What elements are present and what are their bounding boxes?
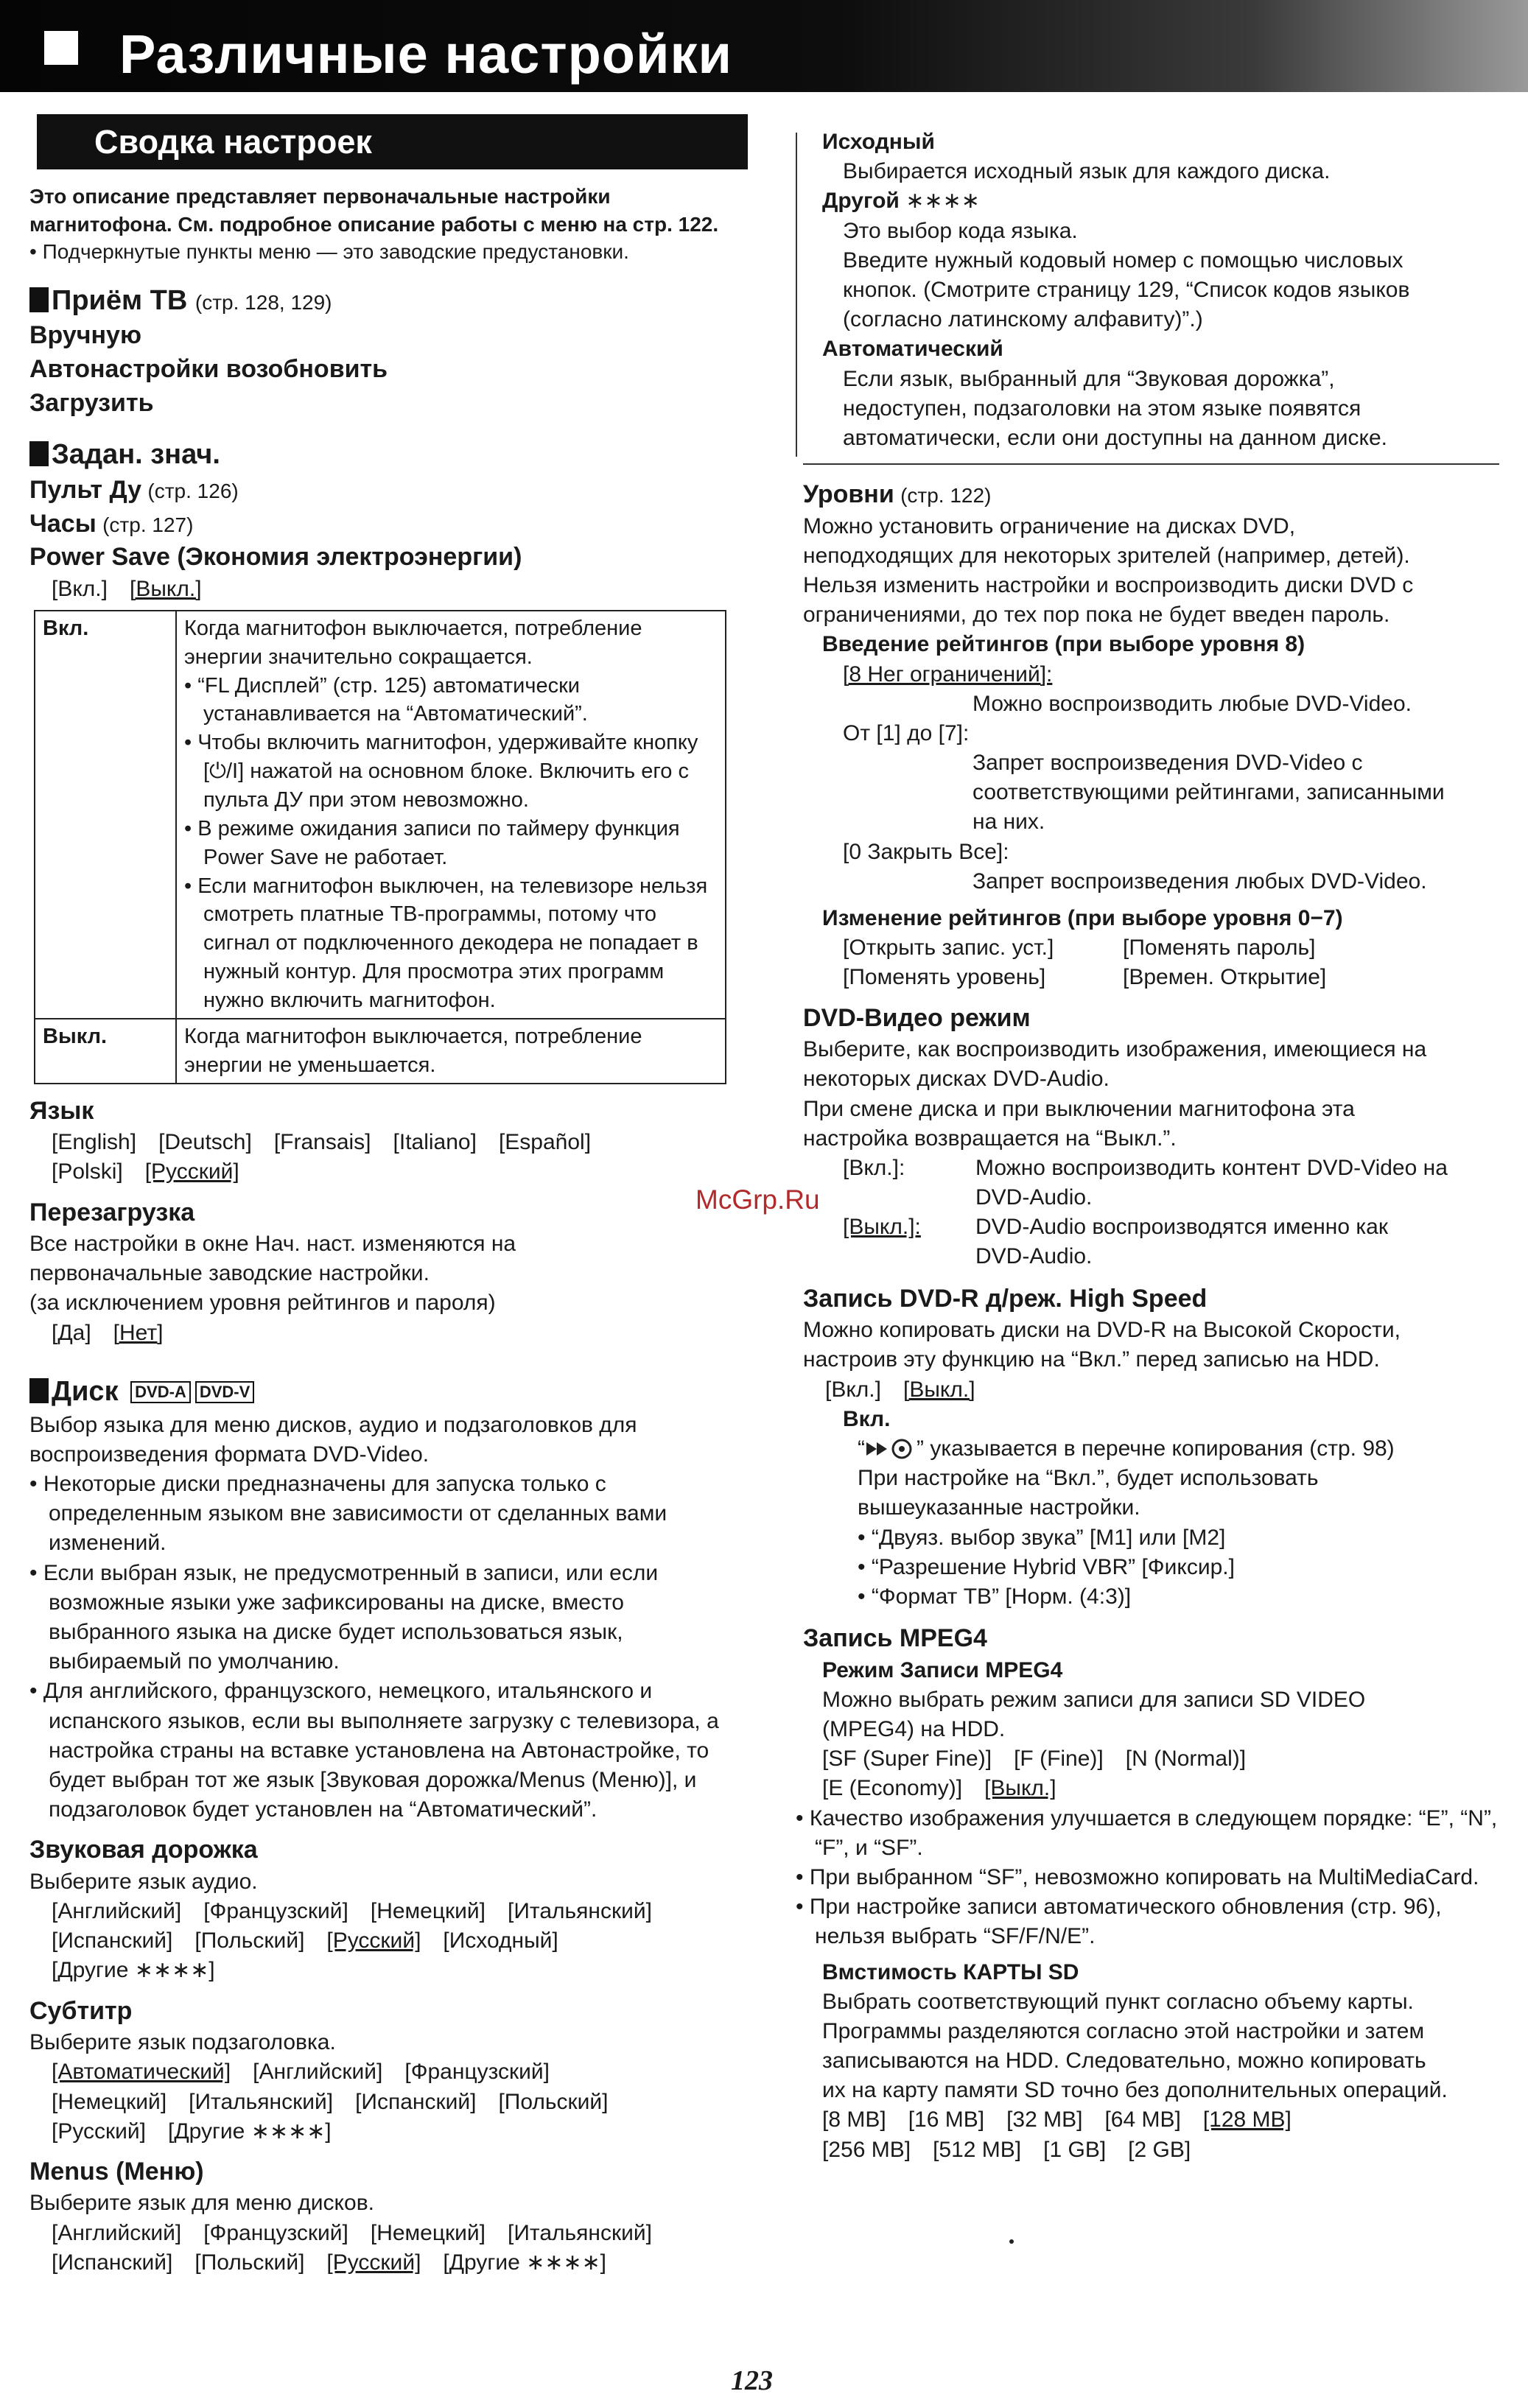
mpeg4-mode-desc-2: (MPEG4) на HDD. [822,1717,1006,1741]
power-save-options [52,575,748,604]
option: [32 MB] [1006,2107,1083,2133]
mpeg4-bullet-text: При выбранном “SF”, невозможно копировать на MultiMediaCard. [809,1864,1479,1889]
table-value-on [176,611,726,1019]
levels-desc-3: Нельзя изменить настройки и воспроизводить диски DVD с [803,572,1414,597]
disc-desc-1: Выбор языка для меню дисков, аудио и подзаголовков для [29,1412,637,1437]
table-bullet-text: Если магнитофон выключен, на телевизоре нельзя смотреть платные ТВ-программы, потому что сигнал от подключенного декодера не попадает в нужный контур. Для просмотра этих программ нужно включить магнитофон. [197,874,708,1012]
auto-desc-3: автоматически, если они доступны на данном диске. [843,425,1387,450]
mpeg4-bullet: • Качество изображения улучшается в следующем порядке: “E”, “N”, “F”, и “SF”. [796,1805,1498,1860]
option-no: [Нет] [113,1320,164,1345]
option: [Испанский] [355,2089,477,2114]
dvdr-line-c: вышеуказанные настройки. [858,1495,1140,1520]
tv-manual: Вручную [29,321,142,350]
option: [1 GB] [1043,2137,1107,2162]
dvd-v-badge: DVD-V [195,1381,254,1403]
table-bullet-text: В режиме ожидания записи по таймеру функция Power Save не работает. [197,816,680,869]
option-off: [Выкл.]: [843,1215,921,1240]
reset-desc-1: Все настройки в окне Нач. наст. изменяются на [29,1232,516,1257]
dvd-video-desc-1: Выберите, как воспроизводить изображения, имеющиеся на [803,1037,1427,1062]
mpeg4-bullet-text: При настройке записи автоматического обновления (стр. 96), нельзя выбрать “SF/F/N/E”. [809,1895,1442,1949]
option: [Español] [498,1130,592,1155]
sd-desc-1: Выбрать соответствующий пункт согласно объему карты. [822,1989,1414,2014]
table-key-on: Вкл. [35,611,176,1019]
other-desc-4: (согласно латинскому алфавиту)”.) [843,307,1203,332]
dvd-video-off-row [843,1212,1499,1271]
dvdr-title: Запись DVD-R д/реж. High Speed [803,1284,1208,1313]
option: [Итальянский] [508,1899,652,1924]
option: [128 MB] [1202,2107,1292,2133]
other-desc-2: Введите нужный кодовый номер с помощью числовых [843,248,1403,273]
tv-auto-resume: Автонастройки возобновить [29,355,388,383]
option: [Времен. Открытие] [1123,965,1327,990]
disc-bullet: • Если выбран язык, не предусмотренный в записи, или если возможные языки уже зафиксированы на диске, вместо выбранного языка на диске будет использоваться язык, выбираемый по умолчанию. [29,1560,659,1674]
levels-opt-1-7-desc-3: на них. [972,810,1045,835]
levels-change-row-1 [843,933,1499,963]
dvd-video-off-desc [975,1212,1388,1271]
left-column [29,114,748,2278]
dvdr-bullet-text: “Разрешение Hybrid VBR” [Фиксир.] [871,1554,1235,1579]
option: [8 MB] [822,2107,886,2133]
section-defaults-title: Задан. знач. [52,439,220,471]
section-title-summary: Сводка настроек [37,114,748,169]
power-save-title: Power Save (Экономия электроэнергии) [29,543,522,572]
option-yes: [Да] [52,1320,91,1345]
option: [Русский] [52,2119,146,2144]
mpeg4-mode-desc-1: Можно выбрать режим записи для записи SD VIDEO [822,1687,1366,1712]
square-bullet-icon [44,31,78,65]
disc-desc-2: воспроизведения формата DVD-Video. [29,1442,430,1467]
disc-bullet: • Некоторые диски предназначены для запуска только с определенным языком вне зависимости от сделанных вами изменений. [29,1472,667,1556]
dvdr-bullet: • “Двуяз. выбор звука” [M1] или [M2] [858,1525,1226,1550]
other-title [822,186,1499,216]
levels-heading [803,478,1499,512]
column-divider [796,133,797,457]
clock-item [29,508,748,541]
option: [Другие ∗∗∗∗] [443,2250,607,2275]
remote-item [29,474,748,508]
option: [Поменять уровень] [843,965,1046,990]
table-bullet-text: Чтобы включить магнитофон, удерживайте кнопку [⏻/I] нажатой на основном блоке. Включить его с пульта ДУ при этом невозможно. [197,731,698,812]
subtitle-desc: Выберите язык подзаголовка. [29,2030,336,2055]
subtitle-options-3 [52,2117,748,2147]
levels-opt-8: [8 Нег ограничений]: [843,661,1053,687]
levels-enter-title: Введение рейтингов (при выборе уровня 8) [822,632,1306,657]
dvdr-line-a-text: ” указывается в перечне копирования (стр. 98) [917,1436,1395,1461]
option: [Испанский] [52,1928,173,1954]
auto-desc-1: Если язык, выбранный для “Звуковая дорожка”, [843,366,1335,391]
clock-label: Часы [29,509,97,538]
sd-title: Вмстимость КАРТЫ SD [822,1959,1079,1984]
intro-line-2: магнитофона. См. подробное описание работы с меню на стр. 122. [29,212,719,236]
option: [Русский] [144,1159,239,1184]
page-header-banner [0,0,1528,92]
option-on: [Вкл.] [52,576,108,601]
reset-title: Перезагрузка [29,1198,195,1226]
desc-line: DVD-Audio. [975,1185,1093,1210]
intro-line-3-text: Подчеркнутые пункты меню — это заводские предустановки. [42,240,629,264]
option: [Итальянский] [508,2220,652,2245]
dvd-video-desc-3: При смене диска и при выключении магнитофона эта [803,1096,1355,1121]
option: [Polski] [52,1159,123,1184]
levels-desc-4: ограничениями, до тех пор пока не будет введен пароль. [803,603,1390,628]
reset-desc-3: (за исключением уровня рейтингов и пароля) [29,1291,496,1316]
square-bullet-icon [29,287,49,312]
section-disc-title: Диск [52,1375,119,1407]
desc-line: DVD-Audio. [975,1244,1093,1269]
dvd-video-on-row [843,1154,1499,1212]
mpeg4-bullet-text: Качество изображения улучшается в следующем порядке: “E”, “N”, “F”, и “SF”. [809,1805,1498,1860]
option: [Немецкий] [370,1899,486,1924]
sd-desc-2: Программы разделяются согласно этой настройки и затем [822,2018,1425,2043]
option: [Немецкий] [370,2220,486,2245]
audio-options-1 [52,1897,748,1926]
option: [Русский] [326,2250,421,2275]
auto-title: Автоматический [822,337,1003,362]
remote-pages: (стр. 126) [147,480,239,502]
table-bullet: • Чтобы включить магнитофон, удерживайте кнопку [⏻/I] нажатой на основном блоке. Включить его с пульта ДУ при этом невозможно. [184,731,698,812]
option: [English] [52,1130,137,1155]
section-disc [29,1373,748,1411]
auto-desc-2: недоступен, подзаголовки на этом языке появятся [843,396,1361,421]
option: [Исходный] [443,1928,558,1954]
option: [Русский] [326,1928,421,1954]
audio-options-3 [52,1956,748,1985]
levels-opt-0: [0 Закрыть Все]: [843,839,1009,864]
page-title: Различные настройки [119,24,732,85]
original-title: Исходный [822,130,935,154]
option: [512 MB] [933,2137,1022,2162]
dvdr-bullet: • “Формат ТВ” [Норм. (4:3)] [858,1584,1132,1609]
menus-desc: Выберите язык для меню дисков. [29,2191,374,2216]
levels-opt-8-desc: Можно воспроизводить любые DVD-Video. [972,691,1412,716]
option: [Выкл.] [984,1776,1056,1801]
language-options-1 [52,1128,748,1157]
other-title-text: Другой [822,189,900,214]
other-desc-1: Это выбор кода языка. [843,218,1078,243]
levels-opt-1-7-desc-2: соответствующими рейтингами, записанными [972,780,1445,805]
section-defaults [29,436,748,474]
levels-desc-1: Можно установить ограничение на дисках DVD, [803,513,1296,538]
other-desc-3: кнопок. (Смотрите страницу 129, “Список кодов языков [843,277,1410,302]
page-number: 123 [731,2365,773,2396]
option: [Fransais] [273,1130,371,1155]
option: [Итальянский] [189,2089,334,2114]
option: [Польский] [498,2089,609,2114]
right-column [796,127,1499,2165]
reset-desc-2: первоначальные заводские настройки. [29,1261,430,1286]
option: [SF (Super Fine)] [822,1747,992,1772]
mpeg4-title: Запись MPEG4 [803,1624,987,1653]
table-value-off: Когда магнитофон выключается, потребление энергии не уменьшается. [176,1019,726,1084]
dvd-a-badge: DVD-A [130,1381,191,1403]
language-options-2 [52,1157,748,1187]
sd-options-1 [822,2105,1499,2135]
dvdr-bullet-text: “Формат ТВ” [Норм. (4:3)] [871,1584,1132,1609]
square-bullet-icon [29,1378,49,1403]
subtitle-options-1 [52,2057,748,2087]
option: [Французский] [404,2060,550,2085]
levels-opt-1-7-desc-1: Запрет воспроизведения DVD-Video с [972,751,1363,776]
levels-change-title: Изменение рейтингов (при выборе уровня 0−7) [822,906,1343,931]
table-row [35,611,726,1019]
stray-dot [1009,2239,1014,2244]
original-desc: Выбирается исходный язык для каждого диска. [843,159,1331,184]
levels-title: Уровни [803,480,894,509]
option: [N (Normal)] [1125,1747,1247,1772]
option: [Поменять пароль] [1123,936,1316,961]
levels-change-row-2 [843,963,1499,992]
option: [Другие ∗∗∗∗] [167,2119,332,2144]
levels-opt-0-desc: Запрет воспроизведения любых DVD-Video. [972,868,1427,894]
option-on: [Вкл.] [825,1377,881,1402]
levels-pages: (стр. 122) [900,484,992,508]
section-tv-title: Приём ТВ [52,284,188,316]
mpeg4-options-1 [822,1744,1499,1774]
dvdr-desc-1: Можно копировать диски на DVD-R на Высокой Скорости, [803,1318,1401,1343]
option-on: [Вкл.]: [843,1155,905,1180]
mpeg4-options-2 [822,1774,1499,1803]
disc-bullet-text: Если выбран язык, не предусмотренный в записи, или если возможные языки уже зафиксированы на диске, вместо выбранного языка на диске будет использоваться язык, выбираемый по умолчанию. [43,1560,659,1674]
table-row [35,1019,726,1084]
menus-options-2 [52,2248,748,2278]
option-off: [Выкл.] [129,576,202,601]
high-speed-copy-icon [865,1438,917,1460]
disc-bullet-text: Для английского, французского, немецкого, итальянского и испанского языков, если вы выполняете загрузку с телевизора, а настройка страны на вставке установлена на Автонастройке, то будет выбран тот же язык [Звуковая дорожка/Menus (Меню)], и подзаголовок будет установлен на “Автоматический”. [43,1679,719,1822]
levels-opt-1-7: От [1] до [7]: [843,720,970,745]
option: [Другие ∗∗∗∗] [52,1958,215,1983]
dvdr-bullet-text: “Двуяз. выбор звука” [M1] или [M2] [871,1525,1226,1550]
dvdr-bullet: • “Разрешение Hybrid VBR” [Фиксир.] [858,1554,1235,1579]
dvdr-line-a: “ ” указывается в перечне копирования (стр. 98) [858,1436,1395,1461]
option: [Английский] [253,2060,383,2085]
menus-options-1 [52,2219,748,2248]
dvdr-desc-2: настроив эту функцию на “Вкл.” перед записью на HDD. [803,1347,1380,1372]
subtitle-options-2 [52,2088,748,2117]
sd-desc-4: их на карту памяти SD точно без дополнительных операций. [822,2078,1448,2103]
disc-bullet: • Для английского, французского, немецкого, итальянского и испанского языков, если вы выполняете загрузку с телевизора, а настройка страны на вставке установлена на Автонастройке, то будет выбран тот же язык [Звуковая дорожка/Menus (Меню)], и подзаголовок будет установлен на “Автоматический”. [29,1679,719,1822]
audio-title: Звуковая дорожка [29,1836,258,1864]
mpeg4-mode-title: Режим Записи MPEG4 [822,1657,1063,1682]
section-divider [803,463,1499,465]
watermark: McGrp.Ru [695,1184,820,1215]
option: [Французский] [203,2220,348,2245]
dvd-video-title: DVD-Видео режим [803,1003,1031,1032]
option: [256 MB] [822,2137,911,2162]
option: [Польский] [194,2250,305,2275]
option: [Немецкий] [52,2089,167,2114]
option: [Автоматический] [52,2060,231,2085]
intro-line-1: Это описание представляет первоначальные настройки [29,185,611,208]
menus-title: Menus (Меню) [29,2157,204,2186]
table-line: Когда магнитофон выключается, потребление энергии значительно сокращается. [184,616,642,669]
option: [Italiano] [393,1130,477,1155]
audio-options-2 [52,1926,748,1956]
section-tv [29,282,748,320]
option: [64 MB] [1104,2107,1181,2133]
reset-options [52,1319,748,1348]
section-tv-pages: (стр. 128, 129) [194,290,332,314]
dvdr-on-title: Вкл. [843,1406,891,1431]
option: [F (Fine)] [1014,1747,1104,1772]
language-title: Язык [29,1096,94,1125]
tv-download: Загрузить [29,388,154,417]
sd-options-2 [822,2135,1499,2165]
option: [Французский] [203,1899,348,1924]
sd-desc-3: записываются на HDD. Следовательно, можно копировать [822,2049,1426,2074]
option: [Английский] [52,2220,182,2245]
table-bullet: • “FL Дисплей” (стр. 125) автоматически устанавливается на “Автоматический”. [184,673,588,726]
option: [2 GB] [1128,2137,1191,2162]
option: [Английский] [52,1899,182,1924]
option: [E (Economy)] [822,1776,963,1801]
desc-line: DVD-Audio воспроизводятся именно как [975,1215,1388,1240]
mpeg4-bullet: • При выбранном “SF”, невозможно копировать на MultiMediaCard. [796,1864,1479,1889]
audio-desc: Выберите язык аудио. [29,1869,258,1894]
clock-pages: (стр. 127) [102,513,194,536]
power-save-table [34,610,726,1084]
dvdr-line-b: При настройке на “Вкл.”, будет использовать [858,1466,1319,1491]
mpeg4-bullet: • При настройке записи автоматического обновления (стр. 96), нельзя выбрать “SF/F/N/E”. [796,1895,1442,1949]
desc-line: Можно воспроизводить контент DVD-Video на [975,1155,1448,1180]
table-bullet: • В режиме ожидания записи по таймеру функция Power Save не работает. [184,816,680,869]
disc-bullet-text: Некоторые диски предназначены для запуска только с определенным языком вне зависимости от сделанных вами изменений. [43,1472,667,1556]
option: [Deutsch] [158,1130,252,1155]
table-bullet: • Если магнитофон выключен, на телевизоре нельзя смотреть платные ТВ-программы, потому что сигнал от подключенного декодера не попадает в нужный контур. Для просмотра этих программ нужно включить магнитофон. [184,874,708,1012]
option: [Польский] [194,1928,305,1954]
table-bullet-text: “FL Дисплей” (стр. 125) автоматически устанавливается на “Автоматический”. [197,673,588,726]
levels-desc-2: неподходящих для некоторых зрителей (например, детей). [803,543,1410,568]
intro-line-3: • Подчеркнутые пункты меню — это заводские предустановки. [29,240,629,264]
dvdr-options [825,1375,1499,1405]
dvd-video-desc-2: некоторых дисках DVD-Audio. [803,1067,1110,1092]
remote-label: Пульт Ду [29,476,142,504]
option-off: [Выкл.] [903,1377,975,1402]
square-bullet-icon [29,441,49,466]
option: [Открыть запис. уст.] [843,936,1054,961]
subtitle-title: Субтитр [29,1996,133,2025]
table-key-off: Выкл. [35,1019,176,1084]
option: [16 MB] [908,2107,985,2133]
dvd-video-on-desc [975,1154,1448,1212]
other-stars: ∗∗∗∗ [905,189,980,214]
option: [Испанский] [52,2250,173,2275]
dvd-video-desc-4: настройка возвращается на “Выкл.”. [803,1126,1177,1151]
